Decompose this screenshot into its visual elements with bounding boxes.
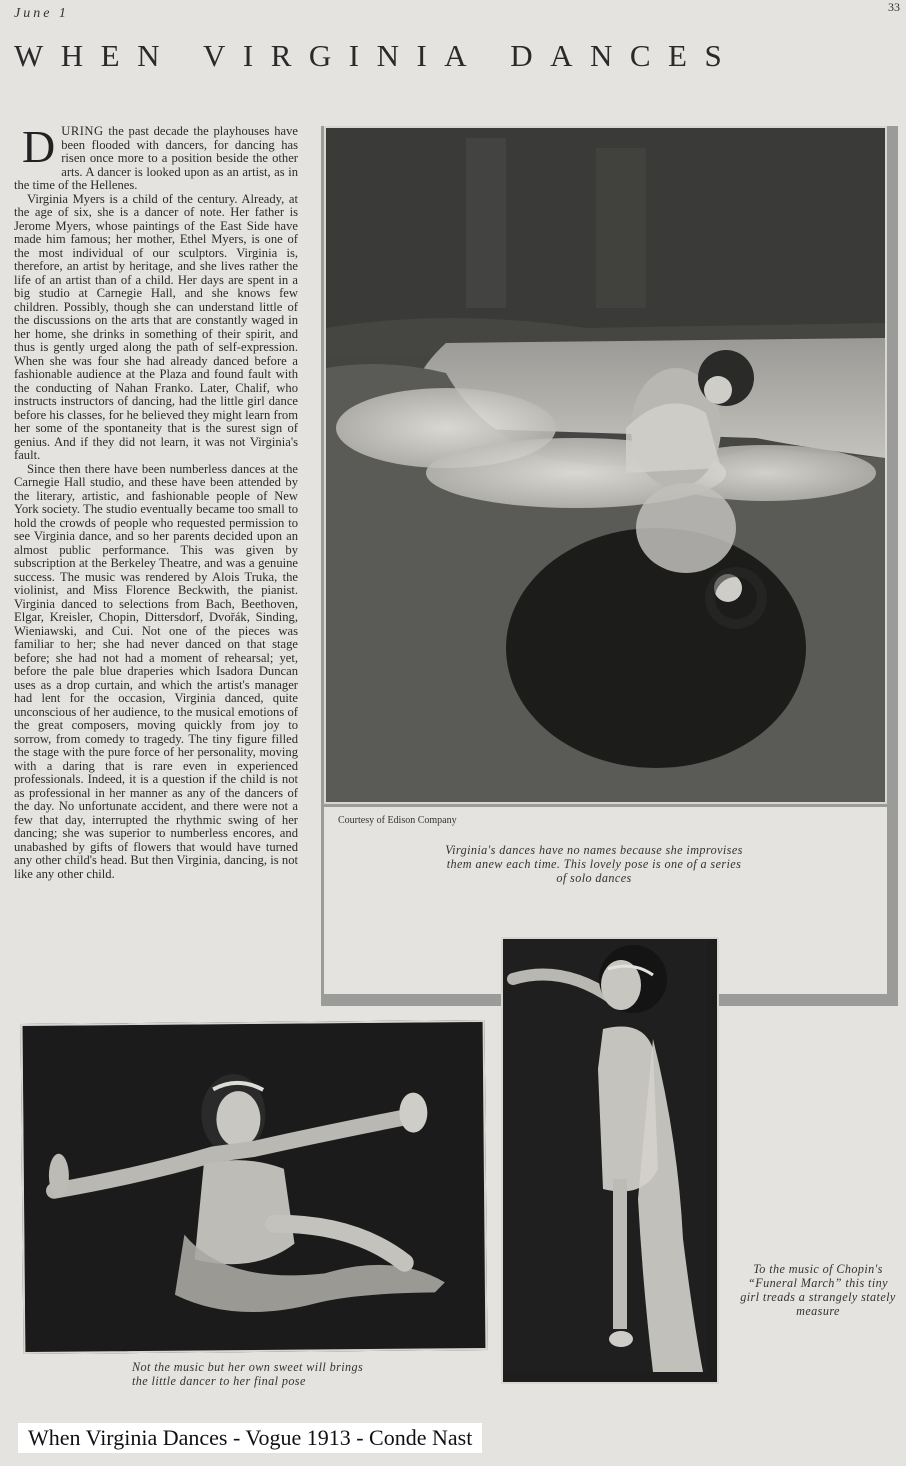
tall-photo-standing-dancer — [501, 937, 719, 1384]
article-paragraph: Since then there have been numberless dances at the Carnegie Hall studio, and these have been attended by the literary, artistic, and fashionable people of New York society. The studio eventually became too small to hold the crowds of people who requested permission to see Virginia dance, and so her parents decided upon an almost public performance. This was given by subscription at the Berkeley Theatre, and was a genuine success. The music was rendered by Alois Truka, the violinist, and Miss Florence Beckwith, the pianist. Virginia danced to selections from Bach, Beethoven, Elgar, Kreisler, Chopin, Dittersdorf, Dvořák, Sinding, Wieniawski, and Cui. Not one of the pieces was familiar to her; she had never danced on that stage before; she had not had a moment of rehearsal; yet, before the pale blue draperies which Isadora Duncan uses as a drop curtain, and which the artist's manager had lent for the occasion, Virginia danced, quite unconscious of her audience, to the musical emotions of the great composers, moving quickly from joy to sorrow, from comedy to tragedy. The tiny figure filled the stage with the pure force of her personality, moving with a daring that is rare even in experienced professionals. Indeed, it is a question if the child is not as professional in her manner as any of the dancers of the day. No unfortunate accident, and there were not a few that day, interrupted the rhythmic swing of her dancing; she was superior to numberless encores, and unabashed by gifts of flowers that would have turned any other child's head. But then Virginia, dancing, is not like any other child. — [14, 461, 298, 881]
drop-cap: D — [22, 121, 56, 172]
paragraph-text: the past decade the playhouses have been flooded with dancers, for dancing has risen once more to a position beside the other arts. A dancer is looked upon as an artist, as in the time of the Hellenes. — [14, 124, 298, 192]
source-watermark: When Virginia Dances - Vogue 1913 - Conde Nast — [18, 1423, 482, 1453]
title-word: WHEN — [14, 38, 177, 73]
title-word: DANCES — [510, 38, 740, 73]
article-paragraph: Virginia Myers is a child of the century. Already, at the age of six, she is a dancer of note. Her father is Jerome Myers, whose paintings of the East Side have made him famous; her mother, Ethel Myers, is one of the most individual of our sculptors. Virginia is, therefore, an artist by heritage, and she lives rather the life of an artist than of a child. Her days are spent in a big studio at Carnegie Hall, and she knows few children. Possibly, though she can understand little of the discussions on the arts that are constantly waged in her home, she drinks in something of their spirit, and thus is gently urged along the path of self-expression. When she was four she had already danced before a fashionable audience at the Plaza and found fault with the conducting of Nahan Franko. Later, Chalif, who instructs instructors of dancing, had the little girl dance before his classes, for he believed they might learn from her some of the spontaneity that is the surest sign of genius. And if they did not learn, it was not Virginia's fault. — [14, 191, 298, 462]
title-word: VIRGINIA — [202, 38, 485, 73]
main-photo-frame — [321, 126, 898, 1006]
article-body — [14, 121, 298, 881]
photo-illustration — [326, 128, 885, 802]
tall-photo-frame — [501, 937, 719, 1384]
dateline: June 1 — [14, 6, 69, 21]
photo-credit: Courtesy of Edison Company — [338, 815, 457, 826]
lead-smallcaps: URING — [61, 124, 104, 138]
main-photo-dancer-reflection — [324, 126, 887, 804]
photo-illustration — [23, 1022, 476, 1342]
article-paragraph — [14, 121, 298, 193]
landscape-photo-dancer-final-pose — [21, 1020, 488, 1354]
landscape-photo-frame — [21, 1020, 488, 1354]
page-title — [14, 38, 906, 74]
landscape-photo-caption: Not the music but her own sweet will brings the little dancer to her final pose — [132, 1360, 364, 1388]
tall-photo-caption: To the music of Chopin's “Funeral March” this tiny girl treads a strangely stately measure — [740, 1262, 896, 1318]
main-photo-caption: Virginia's dances have no names because she improvises them anew each time. This lovely pose is one of a series of solo dances — [445, 843, 743, 885]
page-number: 33 — [888, 0, 900, 14]
photo-illustration — [503, 939, 707, 1372]
